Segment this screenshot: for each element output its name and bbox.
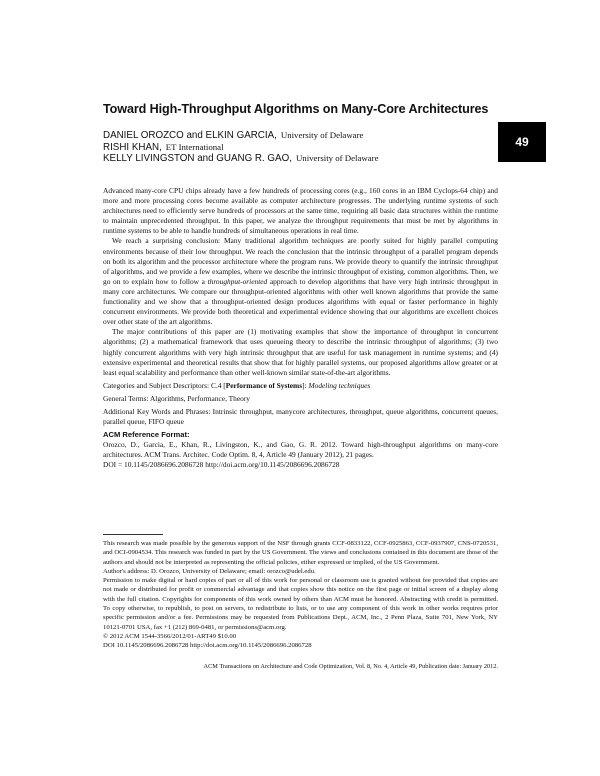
acm-reference-text: Orozco, D., Garcia, E., Khan, R., Livingston, K., and Gao, G. R. 2012. Toward high-throughput algorithms on many-core architectures. ACM Trans. Architec. Code Optim. 8, 4, Article 49 (January 2012), 21 pages.: [103, 440, 498, 460]
categories-line: [103, 381, 498, 391]
author-line-3: [103, 151, 483, 163]
acm-reference-doi: DOI = 10.1145/2086696.2086728 http://doi.acm.org/10.1145/2086696.2086728: [103, 460, 340, 470]
footnote-section: [103, 539, 498, 651]
keywords: Additional Key Words and Phrases: Intrinsic throughput, manycore architectures, throughput, queue algorithms, concurrent queues, parallel queue, FIFO queue: [103, 406, 498, 427]
author-affiliation: ET International: [165, 141, 224, 152]
author-names: DANIEL OROZCO and ELKIN GARCIA,: [103, 130, 277, 141]
copyright-line: © 2012 ACM 1544-3566/2012/01-ART49 $10.00: [103, 632, 237, 640]
acm-reference-heading: ACM Reference Format:: [103, 430, 190, 440]
emphasis-term: throughput-oriented: [207, 276, 268, 286]
footnote-divider: [103, 534, 163, 535]
author-address: Author's address: D. Orozco, University of Delaware; email: orozco@udel.edu.: [103, 567, 316, 575]
abstract-section: [103, 186, 498, 471]
funding-note: This research was made possible by the generous support of the NSF through grants CCF-0833122, CCF-0925863, CCF-0937907, CNS-0720531, and OCI-0904534. This research was funded in part by the US Government. The views and conclusions contained in this document are those of the authors and should not be interpreted as representing the official policies, either expressed or implied, of the US Government.: [103, 540, 498, 566]
author-affiliation: University of Delaware: [295, 153, 379, 163]
author-names: RISHI KHAN,: [103, 141, 162, 153]
abstract-text: approach to develop algorithms that have very high intrinsic throughput in many core architectures. We compare our throughput-oriented algorithms with other well known algorithms that provide the same functionality and we show that a throughput-oriented design produces algorithms with equal or faster performance in highly concurrent environments. We provide both theoretical and experimental evidence showing that our algorithms are excellent choices over other state of the art algorithms.: [103, 276, 498, 327]
general-terms: General Terms: Algorithms, Performance, Theory: [103, 393, 250, 403]
abstract-paragraph-1: Advanced many-core CPU chips already have a few hundreds of processing cores (e.g., 160 cores in an IBM Cyclops-64 chip) and more and more processing cores become available as computer architecture progresses. The underlying runtime systems of such architectures need to efficiently serve hundreds of processors at the same time, requiring all basic data structures within the runtime to maintain unprecedented throughput. In this paper, we analyze the throughput requirements that must be met by algorithms in runtime systems to be able to handle hundreds of simultaneous operations in real time.: [103, 186, 498, 236]
categories-suffix: ]:: [302, 380, 309, 390]
running-footer: ACM Transactions on Architecture and Code Optimization, Vol. 8, No. 4, Article 49, Publication date: January 2012.: [203, 663, 498, 670]
paper-title: Toward High-Throughput Algorithms on Many-Core Architectures: [103, 102, 489, 116]
abstract-paragraph-3: The major contributions of this paper are (1) motivating examples that show the importance of throughput in concurrent algorithms; (2) a mathematical framework that uses queueing theory to describe the intrinsic throughput of algorithms; (3) two highly concurrent algorithms with very high intrinsic throughput that are useful for task management in runtime systems; and (4) extensive experimental and theoretical results that show that for highly parallel systems, our proposed algorithms allow greater or at least equal scalability and performance than other well-known similar state-of-the-art algorithms.: [103, 327, 498, 377]
article-number-tab: [498, 122, 546, 162]
abstract-paragraph-2: [103, 236, 498, 327]
author-block: [103, 128, 483, 163]
permission-notice: Permission to make digital or hard copies of part or all of this work for personal or classroom use is granted without fee provided that copies are not made or distributed for profit or commercial advantage and that copies show this notice on the first page or initial screen of a display along with the full citation. Copyrights for components of this work owned by others than ACM must be honored. Abstracting with credit is permitted. To copy otherwise, to republish, to post on servers, to redistribute to lists, or to use any component of this work in other works requires prior specific permission and/or a fee. Permissions may be requested from Publications Dept., ACM, Inc., 2 Penn Plaza, Suite 701, New York, NY 10121-0701 USA, fax +1 (212) 869-0481, or permissions@acm.org.: [103, 577, 498, 631]
categories-bold: Performance of Systems: [225, 380, 303, 390]
author-names: KELLY LIVINGSTON and GUANG R. GAO,: [103, 153, 292, 164]
abstract-text: We reach a surprising conclusion: Many traditional algorithm techniques are poorly suited for highly parallel computing environments because of their low throughput. We reach the conclusion that the intrinsic throughput of a parallel program depends on both its algorithm and the processor architecture where the program runs. We provide theory to quantify the intrinsic throughput of algorithms, and we provide a few examples, where we describe the intrinsic throughput of existing, common algorithms. Then, we go on to explain how to follow a: [103, 236, 498, 286]
categories-italic: Modeling techniques: [308, 380, 371, 390]
author-affiliation: University of Delaware: [280, 130, 364, 140]
categories-prefix: Categories and Subject Descriptors: C.4 [: [103, 380, 226, 390]
author-line-1: [103, 128, 483, 140]
footnote-doi: DOI 10.1145/2086696.2086728 http://doi.acm.org/10.1145/2086696.2086728: [103, 642, 312, 650]
article-number: 49: [515, 135, 529, 149]
